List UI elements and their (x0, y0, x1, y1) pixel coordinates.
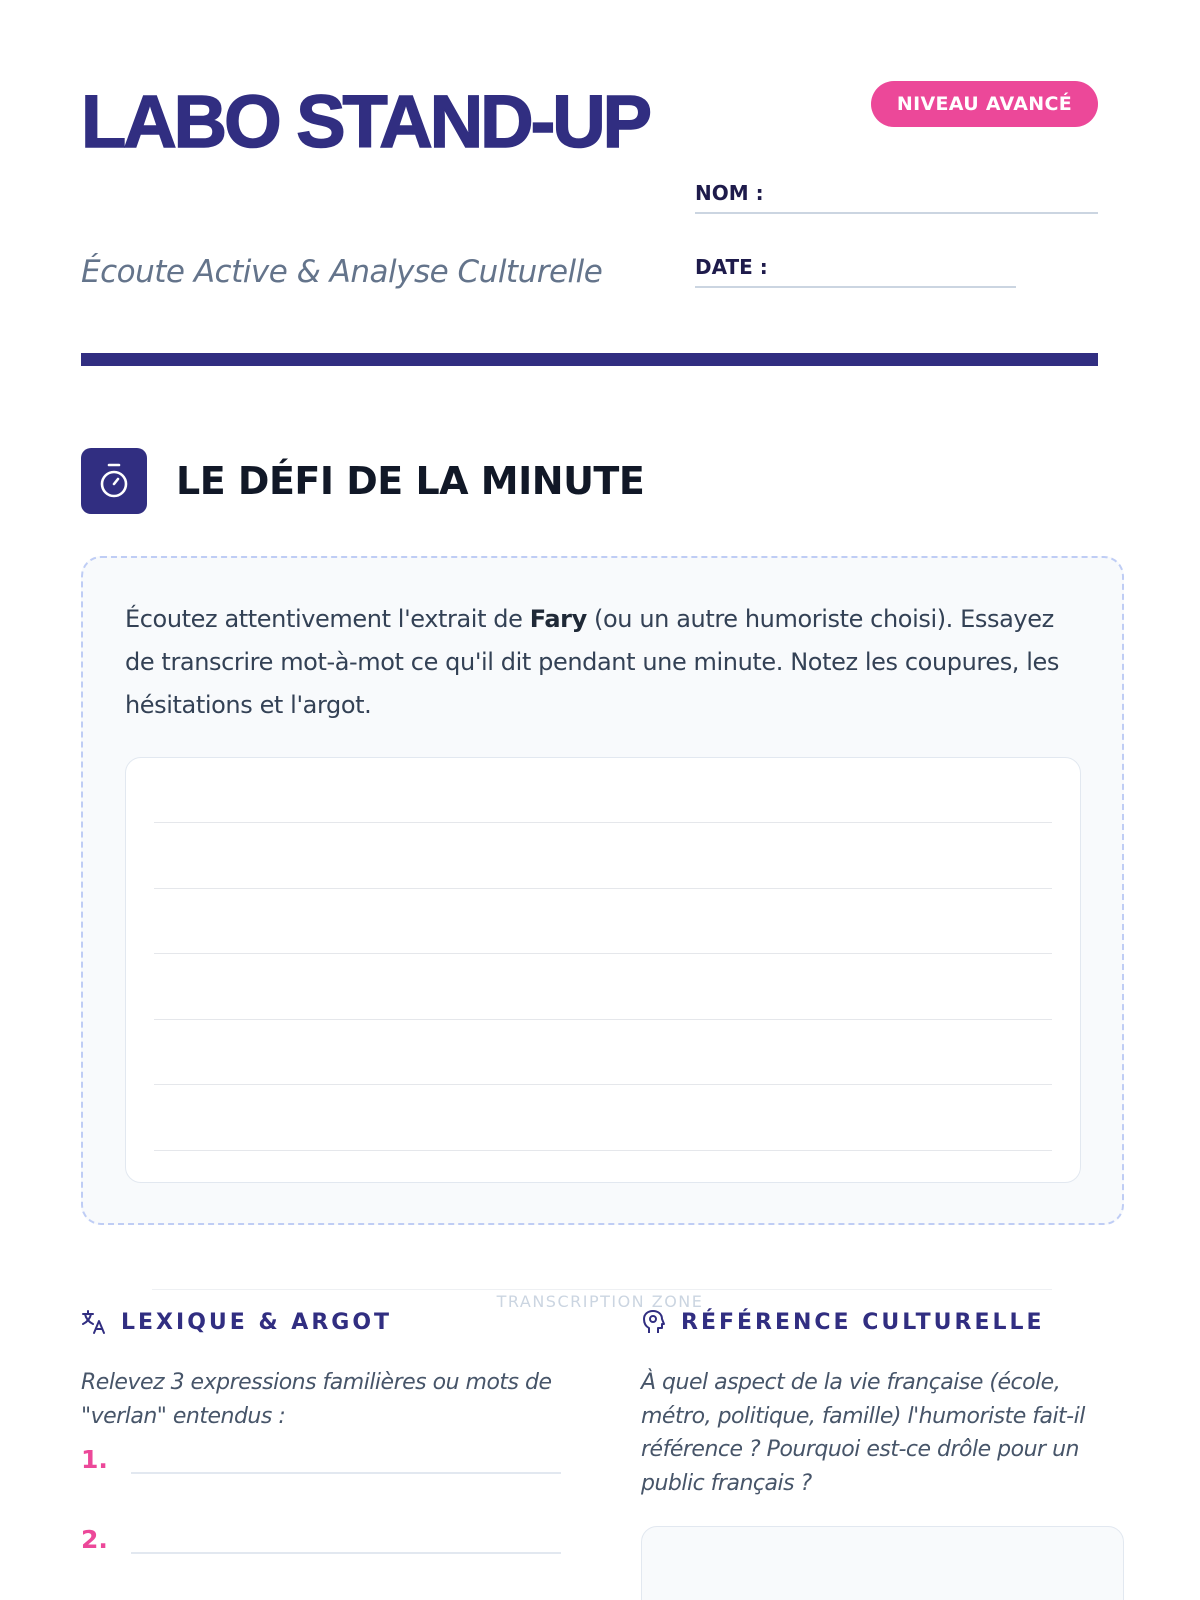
name-label: NOM : (695, 181, 764, 205)
page-title: LABO STAND-UP (81, 80, 650, 163)
writing-line (154, 1084, 1052, 1085)
culture-section (641, 1306, 1124, 1500)
transcription-zone-label: TRANSCRIPTION ZONE (496, 1292, 704, 1311)
date-field[interactable] (695, 252, 1016, 288)
level-badge: NIVEAU AVANCÉ (871, 81, 1098, 127)
challenge-title: LE DÉFI DE LA MINUTE (176, 459, 645, 503)
stopwatch-icon (81, 448, 147, 514)
translate-icon (81, 1308, 109, 1336)
lexique-prompt: Relevez 3 expressions familières ou mots de "verlan" entendus : (81, 1370, 552, 1429)
lexique-title: LEXIQUE & ARGOT (121, 1309, 393, 1335)
challenge-box (81, 556, 1124, 1225)
culture-heading (641, 1306, 1124, 1338)
page-subtitle: Écoute Active & Analyse Culturelle (81, 254, 603, 290)
name-field[interactable] (695, 178, 1098, 214)
lexique-heading (81, 1306, 561, 1338)
writing-line (154, 1019, 1052, 1020)
transcription-area[interactable] (125, 757, 1081, 1183)
culture-title: RÉFÉRENCE CULTURELLE (681, 1309, 1045, 1335)
instructions-text-start: Écoutez attentivement l'extrait de (125, 605, 530, 633)
worksheet-header (81, 0, 1098, 372)
challenge-heading (81, 448, 644, 514)
transcription-zone-line (152, 1289, 1052, 1290)
head-gear-icon (641, 1308, 669, 1336)
challenge-instructions (125, 598, 1080, 727)
answer-line-1[interactable] (81, 1446, 561, 1474)
writing-line (154, 1150, 1052, 1151)
answer-line-2[interactable] (81, 1526, 561, 1554)
writing-line (154, 953, 1052, 954)
writing-line (154, 822, 1052, 823)
culture-prompt: À quel aspect de la vie française (école, métro, politique, famille) l'humoriste fait-il référence ? Pourquoi est-ce drôle pour un public français ? (641, 1370, 1085, 1496)
writing-line (154, 888, 1052, 889)
culture-answer-box[interactable] (641, 1526, 1124, 1600)
header-divider (81, 353, 1098, 366)
instructions-text-end: (ou un autre humoriste choisi). Essayez de transcrire mot-à-mot ce qu'il dit pendant une minute. Notez les coupures, les hésitations et l'argot. (125, 605, 1060, 719)
lexique-section (81, 1306, 561, 1554)
instructions-comedian: Fary (529, 605, 587, 633)
answer-number: 2. (81, 1525, 108, 1554)
answer-number: 1. (81, 1445, 108, 1474)
answer-underline (131, 1472, 561, 1474)
answer-underline (131, 1552, 561, 1554)
date-label: DATE : (695, 255, 768, 279)
